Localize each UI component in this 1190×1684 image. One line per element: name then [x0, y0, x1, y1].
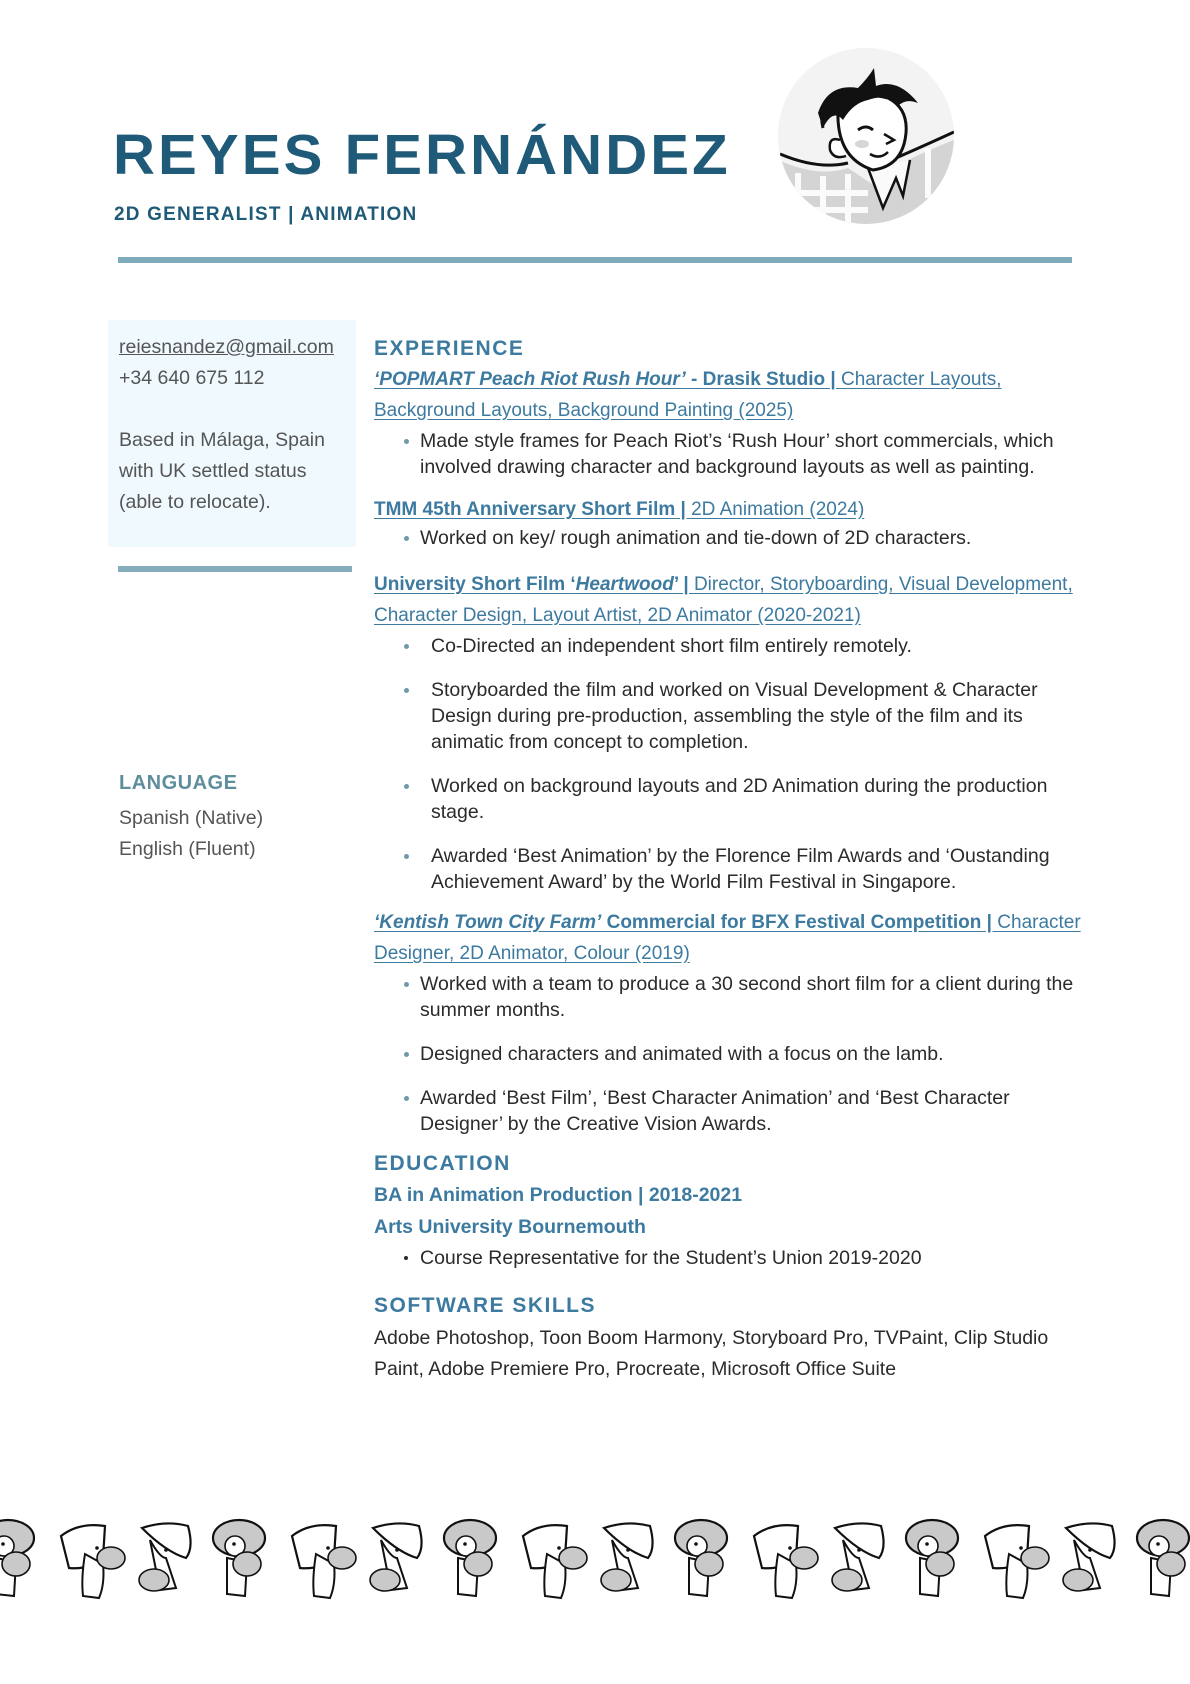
footer-decoration: [0, 1512, 1190, 1604]
bullet-icon: [404, 536, 409, 541]
header-divider: [118, 257, 1072, 263]
bullet-icon: [404, 439, 409, 444]
bullet-item: Awarded ‘Best Animation’ by the Florence Film Awards and ‘Oustanding Achievement Award’ by the World Film Festival in Singapore.: [374, 843, 1084, 895]
bullet-icon: [404, 854, 409, 859]
job-project: University Short Film ‘: [374, 574, 576, 595]
skills-list: Adobe Photoshop, Toon Boom Harmony, Storyboard Pro, TVPaint, Clip Studio Paint, Adobe Premiere Pro, Procreate, Microsoft Office Suite: [374, 1327, 1049, 1380]
language-item: Spanish (Native): [119, 807, 264, 829]
sidebar-divider: [118, 566, 352, 572]
location-info: [119, 425, 325, 518]
bullet-icon: [404, 688, 409, 693]
mushroom-character-icon: [370, 1523, 422, 1591]
mushroom-character-icon: [906, 1520, 958, 1596]
mushroom-character-icon: [213, 1520, 265, 1596]
mushroom-character-icon: [754, 1525, 818, 1598]
mushroom-character-icon: [1137, 1520, 1189, 1596]
job-bullets: [374, 971, 1084, 1137]
bullet-icon: [404, 1052, 409, 1057]
job-studio: - Drasik Studio |: [685, 369, 842, 390]
bullet-icon: [404, 1096, 409, 1101]
bullet-icon: [404, 784, 409, 789]
job-role: Character Layouts, Background Layouts, Background Painting (2025): [374, 369, 1002, 421]
mushroom-character-icon: [292, 1525, 356, 1598]
job-bullets: [374, 428, 1084, 480]
email-link[interactable]: reiesnandez@gmail.com: [119, 336, 334, 358]
bullet-item: Designed characters and animated with a focus on the lamb.: [374, 1041, 1084, 1067]
bullet-item: Worked on background layouts and 2D Animation during the production stage.: [374, 773, 1084, 825]
bullet-item: Co-Directed an independent short film entirely remotely.: [374, 633, 1084, 659]
mushroom-character-icon: [0, 1520, 34, 1596]
location-line: with UK settled status: [119, 460, 307, 482]
bullet-item: Storyboarded the film and worked on Visual Development & Character Design during pre-production, assembling the style of the film and its animatic from concept to completion.: [374, 677, 1084, 755]
education-heading: EDUCATION: [374, 1152, 511, 1175]
location-line: Based in Málaga, Spain: [119, 429, 325, 451]
mushroom-character-icon: [675, 1520, 727, 1596]
mushroom-character-icon: [1063, 1523, 1115, 1591]
portrait-illustration-icon: [778, 48, 954, 224]
bullet-item: Course Representative for the Student’s Union 2019-2020: [374, 1245, 1084, 1271]
language-item: English (Fluent): [119, 838, 256, 860]
job-role: Character Designer, 2D Animator, Colour (2019): [374, 912, 1081, 964]
mushroom-character-icon: [139, 1523, 191, 1591]
job-title[interactable]: University Short Film ‘Heartwood’ | Director, Storyboarding, Visual Development, Character Design, Layout Artist, 2D Animator (2020-2021): [374, 574, 1073, 626]
school: Arts University Bournemouth: [374, 1216, 646, 1238]
job-title[interactable]: [374, 364, 1084, 426]
bullet-icon: [404, 644, 409, 649]
mushroom-characters: [0, 1520, 1189, 1598]
mushroom-character-icon: [832, 1523, 884, 1591]
job-title[interactable]: [374, 907, 1084, 969]
job-project: ‘POPMART Peach Riot Rush Hour’: [374, 369, 686, 390]
job-title[interactable]: [374, 494, 1084, 525]
job-role: Director, Storyboarding, Visual Development, Character Design, Layout Artist, 2D Animator (2020-2021): [374, 574, 1073, 626]
job-subtitle: 2D GENERALIST | ANIMATION: [114, 204, 418, 225]
job-bullets: [374, 633, 1084, 895]
avatar: [778, 48, 954, 224]
job-role: 2D Animation (2024): [691, 499, 865, 520]
language-list: [119, 803, 263, 865]
job-project: TMM 45th Anniversary Short Film |: [374, 499, 692, 520]
candidate-name: REYES FERNÁNDEZ: [113, 123, 731, 187]
phone-number: +34 640 675 112: [119, 367, 265, 389]
job-project: ‘Kentish Town City Farm’: [374, 912, 602, 933]
main-column: [374, 334, 1084, 1385]
skills-heading: SOFTWARE SKILLS: [374, 1294, 596, 1317]
bullet-item: Worked on key/ rough animation and tie-down of 2D characters.: [374, 525, 1084, 551]
language-heading: LANGUAGE: [119, 772, 238, 794]
bullet-item: Worked with a team to produce a 30 second short film for a client during the summer months.: [374, 971, 1084, 1023]
location-line: (able to relocate).: [119, 491, 271, 513]
mushroom-character-icon: [61, 1525, 125, 1598]
mushroom-character-icon: [985, 1525, 1049, 1598]
job-studio: Commercial for BFX Festival Competition |: [601, 912, 998, 933]
mushroom-character-icon: [523, 1525, 587, 1598]
bullet-icon: [404, 1256, 408, 1260]
mushroom-character-icon: [444, 1520, 496, 1596]
job-project-italic: Heartwood: [575, 574, 674, 595]
experience-heading: EXPERIENCE: [374, 337, 525, 360]
mushroom-character-icon: [601, 1523, 653, 1591]
bullet-item: Awarded ‘Best Film’, ‘Best Character Animation’ and ‘Best Character Designer’ by the Creative Vision Awards.: [374, 1085, 1084, 1137]
contact-info: [119, 332, 334, 394]
job-bullets: [374, 525, 1084, 551]
degree: BA in Animation Production | 2018-2021: [374, 1184, 743, 1206]
education-bullets: [374, 1245, 1084, 1271]
bullet-item: Made style frames for Peach Riot’s ‘Rush Hour’ short commercials, which involved drawing character and background layouts as well as painting.: [374, 428, 1084, 480]
bullet-icon: [404, 982, 409, 987]
